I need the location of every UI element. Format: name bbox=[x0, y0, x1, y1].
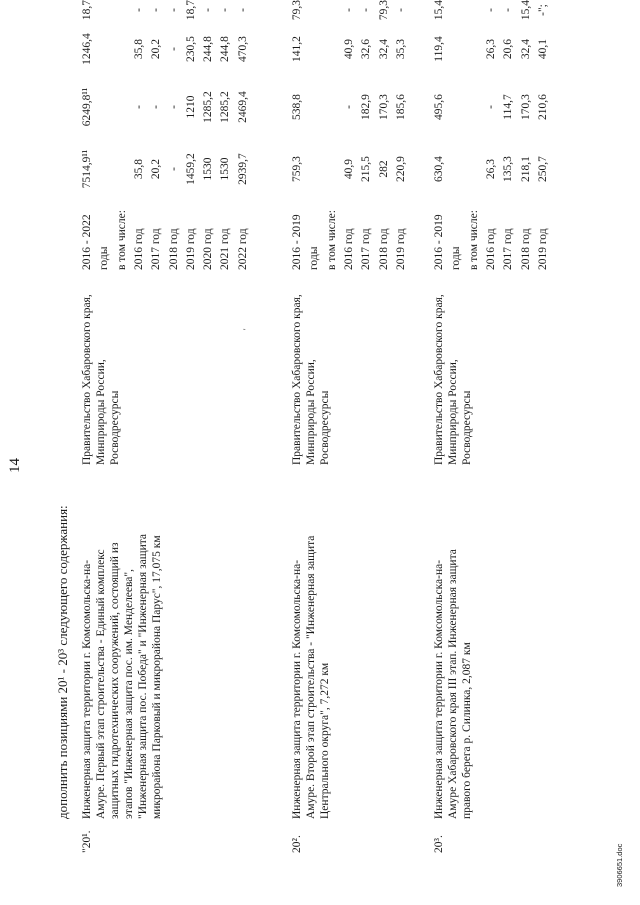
page-number: 14 bbox=[7, 458, 23, 473]
period-cell: 2017 год bbox=[360, 228, 373, 270]
value-cell-c4: - bbox=[167, 8, 180, 12]
period-cell: 2018 год bbox=[167, 228, 180, 270]
value-cell-c1: 26,3 bbox=[484, 158, 497, 180]
value-cell-c4: 15,4 bbox=[519, 0, 532, 21]
value-cell-c4: - bbox=[202, 8, 215, 12]
value-cell-c3: 35,8 bbox=[132, 38, 145, 60]
value-cell-c2: 495,6 bbox=[433, 94, 445, 120]
value-cell-c1: 220,9 bbox=[394, 156, 407, 182]
value-cell-c1: 7514,9¹¹ bbox=[81, 149, 93, 189]
value-cell-c3: 20,6 bbox=[502, 38, 515, 60]
period-cell: 2017 год bbox=[502, 228, 515, 270]
value-cell-c1: 20,2 bbox=[150, 158, 163, 180]
value-cell-c3: 244,8 bbox=[202, 36, 215, 62]
value-cell-c2: 2469,4 bbox=[236, 91, 249, 123]
value-cell-c4: - bbox=[132, 8, 145, 12]
value-cell-c3: - bbox=[167, 47, 180, 51]
value-cell-c2: - bbox=[342, 105, 355, 109]
period-cell: 2016 год bbox=[132, 228, 145, 270]
value-cell-c1: 250,7 bbox=[536, 156, 549, 182]
value-cell-c3: 230,5 bbox=[184, 36, 197, 62]
period-cell: 2016 год bbox=[342, 228, 355, 270]
value-cell-c1: 215,5 bbox=[360, 156, 373, 182]
value-cell-c3: 26,3 bbox=[484, 38, 497, 60]
value-cell-c4: - bbox=[219, 8, 232, 12]
value-cell-c3: 32,4 bbox=[377, 38, 390, 60]
value-cell-c1: 1530 bbox=[219, 157, 232, 181]
position-number: 20². bbox=[291, 835, 303, 853]
value-cell-c3: 141,2 bbox=[291, 36, 303, 62]
value-cell-c4: 79,3 bbox=[291, 0, 303, 21]
value-cell-c2: 6249,8¹¹ bbox=[81, 87, 93, 127]
period-cell: 2019 год bbox=[536, 228, 549, 270]
position-executor: Правительство Хабаровского края, Минприроды России, Росводресурсы bbox=[291, 294, 331, 465]
position-number: 20³. bbox=[433, 835, 445, 853]
value-cell-c3: 119,4 bbox=[433, 36, 445, 62]
value-cell-c2: 170,3 bbox=[519, 94, 532, 120]
period-cell: годы bbox=[450, 246, 463, 270]
value-cell-c2: 210,6 bbox=[536, 94, 549, 120]
value-cell-c2: - bbox=[484, 105, 497, 109]
period-cell: 2018 год bbox=[377, 228, 390, 270]
value-cell-c3: 20,2 bbox=[150, 38, 163, 60]
period-cell: в том числе: bbox=[467, 210, 480, 270]
period-cell: в том числе: bbox=[325, 210, 338, 270]
doc-filename: 3906651.doc bbox=[615, 843, 624, 887]
period-cell: годы bbox=[98, 246, 111, 270]
value-cell-c1: 630,4 bbox=[433, 156, 445, 182]
period-cell: 2020 год bbox=[202, 228, 215, 270]
value-cell-c1: - bbox=[167, 167, 180, 171]
value-cell-c4: - bbox=[484, 8, 497, 12]
value-cell-c2: - bbox=[132, 105, 145, 109]
value-cell-c1: 759,3 bbox=[291, 156, 303, 182]
period-cell: 2019 год bbox=[394, 228, 407, 270]
value-cell-c4: - bbox=[236, 8, 249, 12]
period-cell: 2019 год bbox=[184, 228, 197, 270]
value-cell-c2: 170,3 bbox=[377, 94, 390, 120]
period-cell: 2017 год bbox=[150, 228, 163, 270]
period-cell: 2016 - 2022 bbox=[81, 214, 93, 270]
position-name: Инженерная защита территории г. Комсомольска-на-Амуре. Первый этап строительства - Единый комплекс защитных гидротехнических сооружений, состоящий из этапов "Инженерная защита пос. им. Менделеева", "Инженерная защита пос. Победа" и "Инженерная защита микрорайона Парковый и микрорайона Парус", 17,075 км bbox=[81, 533, 163, 819]
value-cell-c2: 1285,2 bbox=[219, 91, 232, 123]
value-cell-c3: 32,6 bbox=[360, 38, 373, 60]
value-cell-c2: 1210 bbox=[184, 95, 197, 119]
value-cell-c3: 1246,4 bbox=[81, 33, 93, 65]
value-cell-c2: 1285,2 bbox=[202, 91, 215, 123]
value-cell-c2: - bbox=[150, 105, 163, 109]
value-cell-c2: 538,8 bbox=[291, 94, 303, 120]
value-cell-c3: 35,3 bbox=[394, 38, 407, 60]
value-cell-c1: 135,3 bbox=[502, 156, 515, 182]
value-cell-c4: - bbox=[342, 8, 355, 12]
period-cell: 2016 - 2019 bbox=[291, 214, 303, 270]
position-name: Инженерная защита территории г. Комсомольска-на-Амуре. Второй этап строительства - "Инженерная защита Центрального округа", 7,272 км bbox=[291, 535, 331, 819]
value-cell-c2: 114,7 bbox=[502, 94, 515, 120]
value-cell-c1: 40,9 bbox=[342, 158, 355, 180]
value-cell-c1: 2939,7 bbox=[236, 153, 249, 185]
value-cell-c1: 282 bbox=[377, 160, 390, 178]
period-cell: 2016 год bbox=[484, 228, 497, 270]
value-cell-c1: 35,8 bbox=[132, 158, 145, 180]
period-cell: в том числе: bbox=[115, 210, 128, 270]
period-cell: 2021 год bbox=[219, 228, 232, 270]
period-cell: 2022 год bbox=[236, 228, 249, 270]
value-cell-c2: 185,6 bbox=[394, 94, 407, 120]
value-cell-c4: -"; bbox=[536, 4, 549, 16]
value-cell-c3: 244,8 bbox=[219, 36, 232, 62]
value-cell-c3: 32,4 bbox=[519, 38, 532, 60]
value-cell-c4: 18,7 bbox=[81, 0, 93, 21]
value-cell-c3: 40,9 bbox=[342, 38, 355, 60]
value-cell-c4: 79,3 bbox=[377, 0, 390, 21]
value-cell-c1: 218,1 bbox=[519, 156, 532, 182]
value-cell-c2: - bbox=[167, 105, 180, 109]
value-cell-c1: 1459,2 bbox=[184, 153, 197, 185]
stray-mark: ' bbox=[242, 328, 251, 330]
value-cell-c2: 182,9 bbox=[360, 94, 373, 120]
value-cell-c4: - bbox=[360, 8, 373, 12]
period-cell: годы bbox=[308, 246, 321, 270]
period-cell: 2016 - 2019 bbox=[433, 214, 445, 270]
value-cell-c4: - bbox=[150, 8, 163, 12]
value-cell-c3: 40,1 bbox=[536, 38, 549, 60]
value-cell-c4: - bbox=[502, 8, 515, 12]
position-number: "20¹. bbox=[81, 830, 93, 853]
position-name: Инженерная защита территории г. Комсомольска-на-Амуре Хабаровского края III этап. Инженерная защита правого берега р. Силинка, 2,087 км bbox=[433, 549, 473, 819]
position-executor: Правительство Хабаровского края, Минприроды России, Росводресурсы bbox=[81, 294, 121, 465]
value-cell-c1: 1530 bbox=[202, 157, 215, 181]
value-cell-c4: - bbox=[394, 8, 407, 12]
value-cell-c4: 15,4 bbox=[433, 0, 445, 21]
value-cell-c4: 18,7 bbox=[184, 0, 197, 21]
period-cell: 2018 год bbox=[519, 228, 532, 270]
position-executor: Правительство Хабаровского края, Минприроды России, Росводресурсы bbox=[433, 294, 473, 465]
intro-text: дополнить позициями 20¹ - 20³ следующего содержания: bbox=[55, 505, 70, 819]
value-cell-c3: 470,3 bbox=[236, 36, 249, 62]
